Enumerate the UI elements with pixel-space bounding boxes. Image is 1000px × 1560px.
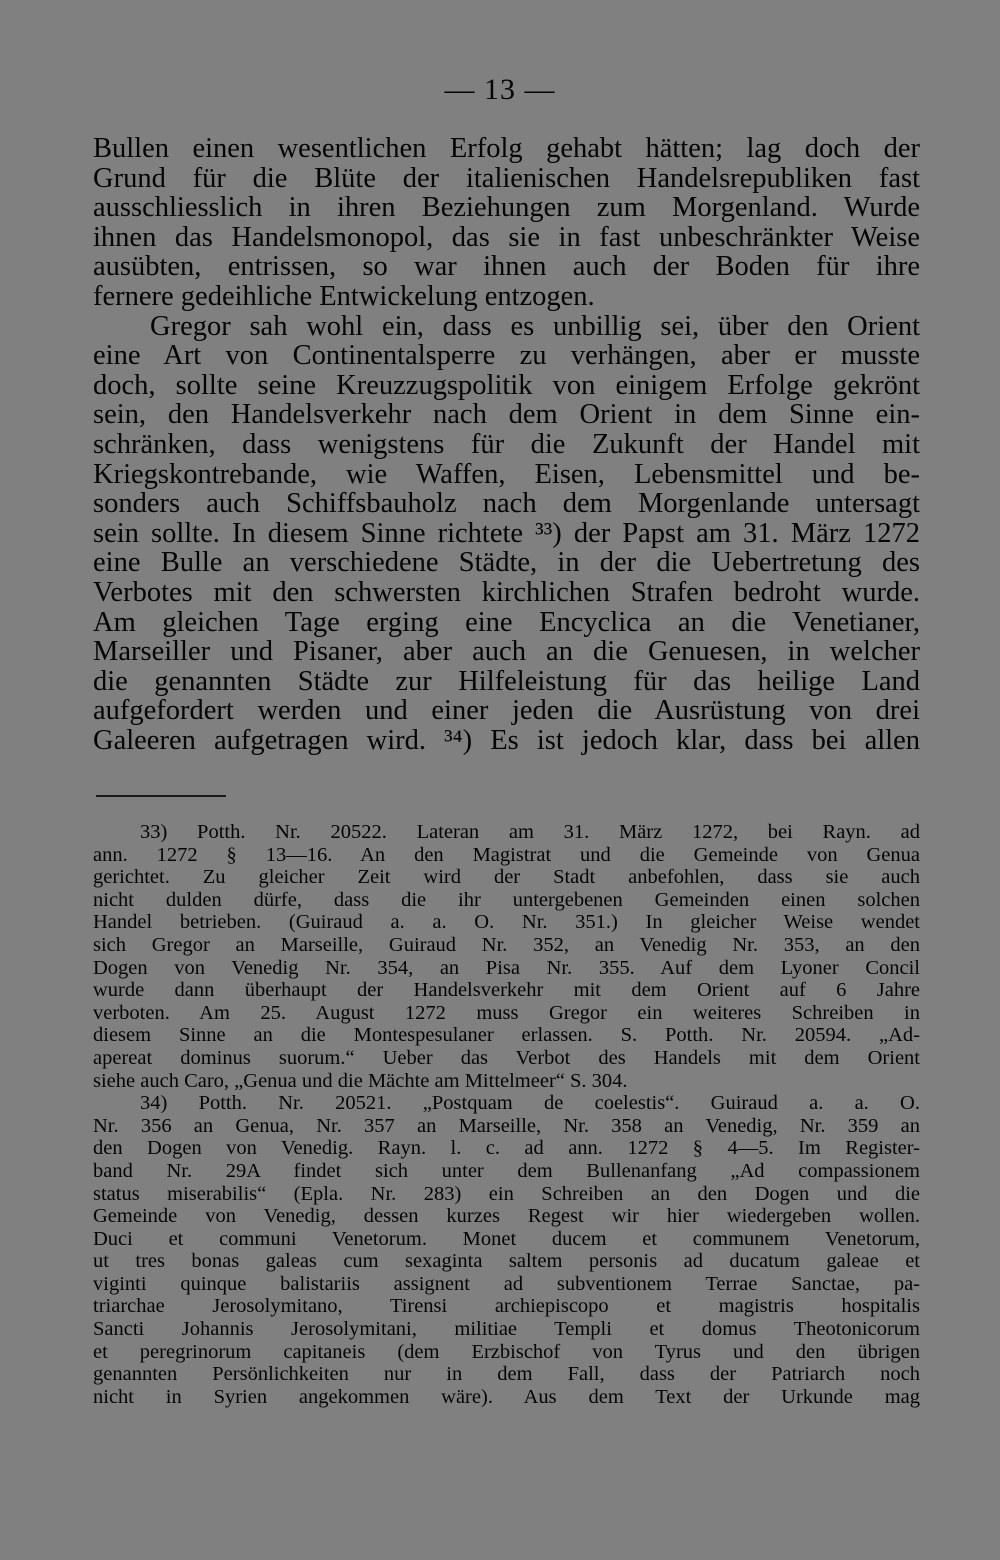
page-number: — 13 — <box>444 73 556 106</box>
body-line: Bullen einen wesentlichen Erfolg gehabt hätten; lag doch der <box>93 133 920 164</box>
body-line: Verbotes mit den schwersten kirchlichen Strafen bedroht wurde. <box>93 576 920 608</box>
footnote-line: viginti quinque balistariis assignent ad subventionem Terrae Sanctae, pa- <box>93 1272 920 1295</box>
footnote-line: verboten. Am 25. August 1272 muss Gregor ein weiteres Schreiben in <box>93 1001 920 1024</box>
footnote-line: den Dogen von Venedig. Rayn. l. c. ad ann. 1272 § 4—5. Im Register- <box>93 1137 920 1160</box>
body-line: die genannten Städte zur Hilfeleistung für das heilige Land <box>93 665 920 697</box>
body-line: ausübten, entrissen, so war ihnen auch der Boden für ihre <box>93 251 920 283</box>
footnote-line: Dogen von Venedig Nr. 354, an Pisa Nr. 355. Auf dem Lyoner Concil <box>93 956 920 979</box>
footnote-line: 34) Potth. Nr. 20521. „Postquam de coelestis“. Guiraud a. a. O. <box>140 1092 920 1115</box>
body-line: ihnen das Handelsmonopol, das sie in fast unbeschränkter Weise <box>93 221 920 253</box>
footnote-line: ann. 1272 § 13—16. An den Magistrat und die Gemeinde von Genua <box>93 843 920 866</box>
footnote-line: band Nr. 29A findet sich unter dem Bullenanfang „Ad compassionem <box>93 1159 920 1182</box>
footnote-line: et peregrinorum capitaneis (dem Erzbischof von Tyrus und den übrigen <box>93 1340 920 1363</box>
footnote-line: diesem Sinne an die Montespesulaner erlassen. S. Potth. Nr. 20594. „Ad- <box>93 1024 920 1047</box>
footnote-line: Nr. 356 an Genua, Nr. 357 an Marseille, Nr. 358 an Venedig, Nr. 359 an <box>93 1114 920 1137</box>
body-line: sein sollte. In diesem Sinne richtete ³³) der Papst am 31. März 1272 <box>93 517 920 549</box>
footnote-line: Duci et communi Venetorum. Monet ducem et communem Venetorum, <box>93 1227 920 1250</box>
footnote-line: status miserabilis“ (Epla. Nr. 283) ein Schreiben an den Dogen und die <box>93 1182 920 1205</box>
body-line: ausschliesslich in ihren Beziehungen zum Morgenland. Wurde <box>93 192 920 224</box>
footnote-line: Gemeinde von Venedig, dessen kurzes Regest wir hier wiedergeben wollen. <box>93 1205 920 1228</box>
body-line: Grund für die Blüte der italienischen Handelsrepubliken fast <box>93 162 920 194</box>
body-line: fernere gedeihliche Entwickelung entzogen. <box>93 280 595 312</box>
footnote-line: siehe auch Caro, „Genua und die Mächte am Mittelmeer“ S. 304. <box>93 1069 628 1092</box>
footnote-line: triarchae Jerosolymitano, Tirensi archiepiscopo et magistris hospitalis <box>93 1295 920 1318</box>
footnote-line: apereat dominus suorum.“ Ueber das Verbot des Handels mit dem Orient <box>93 1046 920 1069</box>
body-line: Kriegskontrebande, wie Waffen, Eisen, Lebensmittel und be- <box>93 458 920 490</box>
footnote-line: gerichtet. Zu gleicher Zeit wird der Stadt anbefohlen, dass sie auch <box>93 866 920 889</box>
body-line: Am gleichen Tage erging eine Encyclica an die Venetianer, <box>93 606 920 638</box>
footnote-separator-rule <box>96 795 226 797</box>
body-line: schränken, dass wenigstens für die Zukunft der Handel mit <box>93 428 920 460</box>
footnote-line: 33) Potth. Nr. 20522. Lateran am 31. März 1272, bei Rayn. ad <box>140 821 920 843</box>
footnotes <box>93 821 920 1408</box>
body-line: sonders auch Schiffsbauholz nach dem Morgenlande untersagt <box>93 488 920 520</box>
footnote-line: ut tres bonas galeas cum sexaginta saltem personis ad ducatum galeae et <box>93 1250 920 1273</box>
footnote-line: sich Gregor an Marseille, Guiraud Nr. 352, an Venedig Nr. 353, an den <box>93 933 920 956</box>
footnote-line: nicht dulden dürfe, dass die ihr untergebenen Gemeinden einen solchen <box>93 888 920 911</box>
body-line: Galeeren aufgetragen wird. ³⁴) Es ist jedoch klar, dass bei allen <box>93 724 920 756</box>
body-line: eine Art von Continentalsperre zu verhängen, aber er musste <box>93 340 920 372</box>
footnote-line: nicht in Syrien angekommen wäre). Aus dem Text der Urkunde mag <box>93 1385 920 1408</box>
footnote-line: Sancti Johannis Jerosolymitani, militiae Templi et domus Theotonicorum <box>93 1318 920 1341</box>
body-line: sein, den Handelsverkehr nach dem Orient in dem Sinne ein- <box>93 399 920 431</box>
body-line: aufgefordert werden und einer jeden die Ausrüstung von drei <box>93 695 920 727</box>
body-line: Gregor sah wohl ein, dass es unbillig sei, über den Orient <box>150 310 920 342</box>
body-text <box>93 134 920 755</box>
footnote-line: genannten Persönlichkeiten nur in dem Fall, dass der Patriarch noch <box>93 1363 920 1386</box>
footnote-line: Handel betrieben. (Guiraud a. a. O. Nr. 351.) In gleicher Weise wendet <box>93 911 920 934</box>
footnote-line: wurde dann überhaupt der Handelsverkehr mit dem Orient auf 6 Jahre <box>93 979 920 1002</box>
body-line: eine Bulle an verschiedene Städte, in der die Uebertretung des <box>93 547 920 579</box>
body-line: Marseiller und Pisaner, aber auch an die Genuesen, in welcher <box>93 636 920 668</box>
body-line: doch, sollte seine Kreuzzugspolitik von einigem Erfolge gekrönt <box>93 369 920 401</box>
